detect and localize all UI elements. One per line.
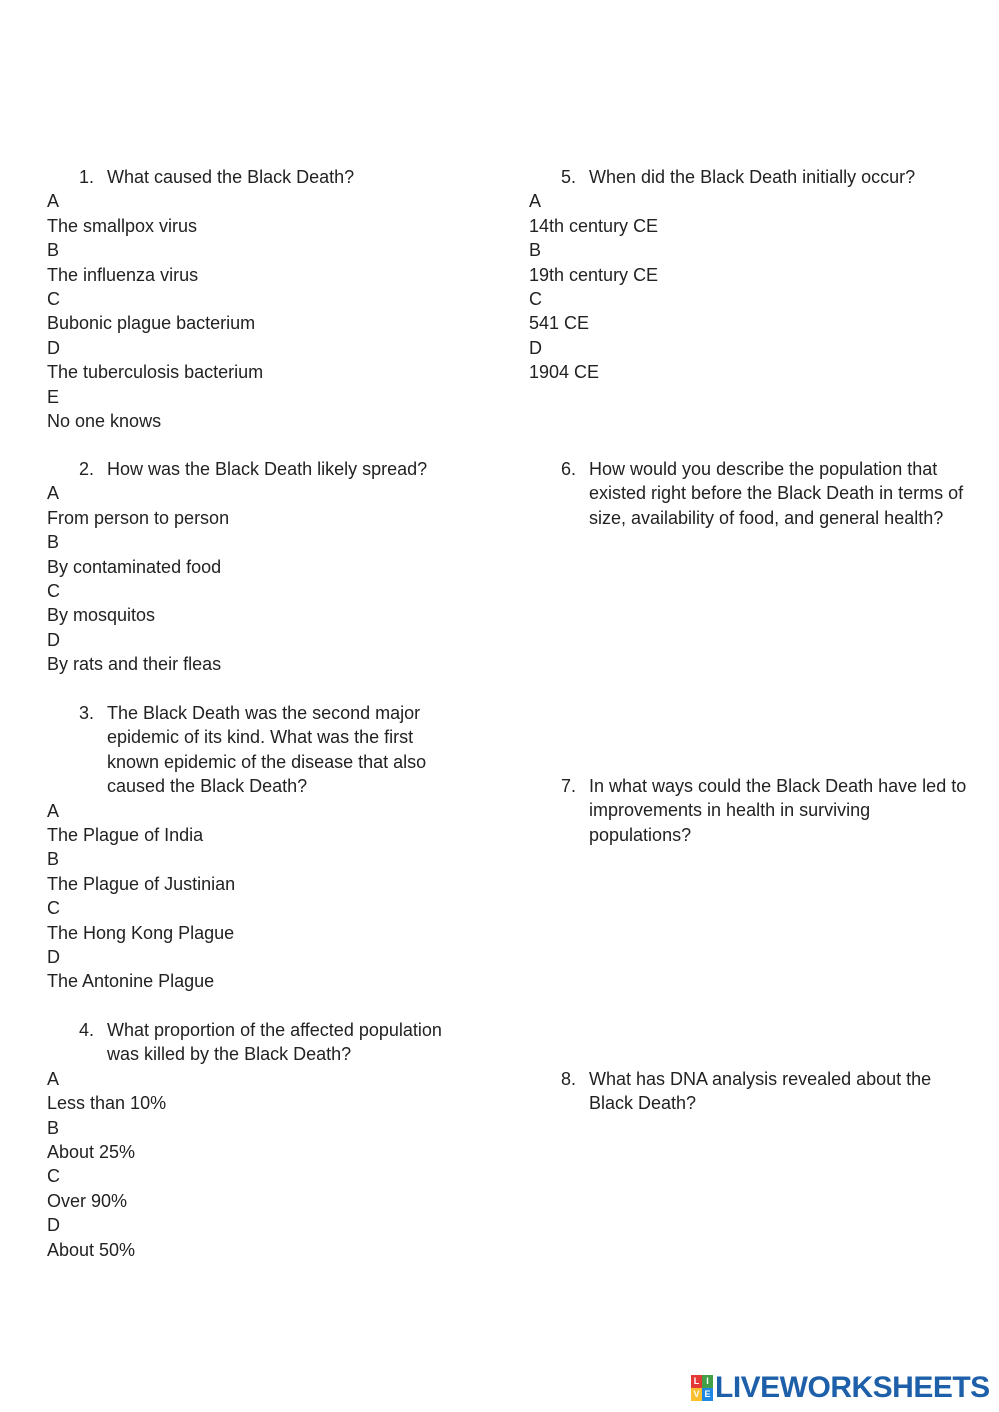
question-text: What caused the Black Death? <box>107 167 355 187</box>
option-text: Less than 10% <box>47 1093 167 1114</box>
question-text: How would you describe the population that existed right before the Black Death in terms of size, availability of food, and general health? <box>589 459 964 528</box>
option-text: About 25% <box>47 1142 136 1163</box>
question-text: What proportion of the affected population was killed by the Black Death? <box>107 1020 442 1065</box>
question-6 <box>529 457 969 530</box>
option-text: By contaminated food <box>47 556 222 577</box>
question-text: How was the Black Death likely spread? <box>107 459 428 479</box>
option-text: The Plague of India <box>47 825 204 846</box>
option-text: From person to person <box>47 507 230 528</box>
option-text: The influenza virus <box>47 264 199 285</box>
question-number: 4. <box>78 1020 94 1040</box>
question-text: When did the Black Death initially occur? <box>589 167 916 187</box>
question-number: 5. <box>560 167 576 187</box>
question-text: The Black Death was the second major epidemic of its kind. What was the first known epidemic of the disease that also caused the Black Death? <box>107 703 427 797</box>
option-text: Bubonic plague bacterium <box>47 313 256 334</box>
question-text-row <box>47 457 477 481</box>
option-letter: A <box>47 483 60 504</box>
option-text: The Plague of Justinian <box>47 873 236 894</box>
option-text: 1904 CE <box>529 362 600 383</box>
option-letter: C <box>47 289 60 310</box>
option-letter: D <box>47 629 60 650</box>
question-number: 6. <box>560 459 576 479</box>
option-letter: C <box>47 581 60 602</box>
option-text: The tuberculosis bacterium <box>47 362 264 383</box>
option-letter: D <box>47 337 60 358</box>
option-letter: A <box>47 1068 60 1089</box>
option-letter: C <box>47 1166 60 1187</box>
question-number: 1. <box>78 167 94 187</box>
logo-block-v: V <box>691 1388 702 1401</box>
option-letter: B <box>47 1117 60 1138</box>
option-letter: A <box>47 191 60 212</box>
option-text: About 50% <box>47 1239 136 1260</box>
question-8 <box>529 1067 969 1116</box>
logo-block-e: E <box>702 1388 713 1401</box>
option-letter: D <box>47 1215 60 1236</box>
option-letter: E <box>47 386 60 407</box>
liveworksheets-logo[interactable] <box>691 1370 991 1406</box>
option-text: By mosquitos <box>47 605 156 626</box>
question-5 <box>529 165 969 385</box>
question-3 <box>47 701 477 994</box>
question-text-row <box>47 1018 477 1067</box>
question-text-row <box>47 165 477 189</box>
option-text: 19th century CE <box>529 264 659 285</box>
option-text: The smallpox virus <box>47 215 198 236</box>
question-number: 8. <box>560 1069 576 1089</box>
option-text: No one knows <box>47 411 162 432</box>
option-letter: A <box>529 191 542 212</box>
option-letter: C <box>47 898 60 919</box>
option-text: Over 90% <box>47 1190 128 1211</box>
question-number: 3. <box>78 703 94 723</box>
option-letter: B <box>47 240 60 261</box>
question-text: What has DNA analysis revealed about the Black Death? <box>589 1069 932 1114</box>
question-7 <box>529 774 969 847</box>
option-text: By rats and their fleas <box>47 654 222 675</box>
question-4 <box>47 1018 477 1262</box>
question-text-row <box>529 457 969 530</box>
logo-block-i: I <box>702 1375 713 1388</box>
logo-block-l: L <box>691 1375 702 1388</box>
option-letter: D <box>529 337 542 358</box>
option-text: 14th century CE <box>529 215 659 236</box>
option-letter: D <box>47 947 60 968</box>
option-text: The Antonine Plague <box>47 971 215 992</box>
question-number: 7. <box>560 776 576 796</box>
question-text-row <box>529 774 969 847</box>
option-text: 541 CE <box>529 313 590 334</box>
option-letter: C <box>529 289 542 310</box>
logo-blocks-icon <box>691 1375 713 1401</box>
option-letter: B <box>529 240 542 261</box>
question-text: In what ways could the Black Death have led to improvements in health in surviving populations? <box>589 776 967 845</box>
option-text: The Hong Kong Plague <box>47 922 235 943</box>
option-letter: A <box>47 800 60 821</box>
question-text-row <box>47 701 477 799</box>
question-number: 2. <box>78 459 94 479</box>
question-2 <box>47 457 477 677</box>
question-text-row <box>529 1067 969 1116</box>
question-1 <box>47 165 477 433</box>
option-letter: B <box>47 532 60 553</box>
logo-text: LIVEWORKSHEETS <box>715 1371 990 1404</box>
option-letter: B <box>47 849 60 870</box>
question-text-row <box>529 165 969 189</box>
